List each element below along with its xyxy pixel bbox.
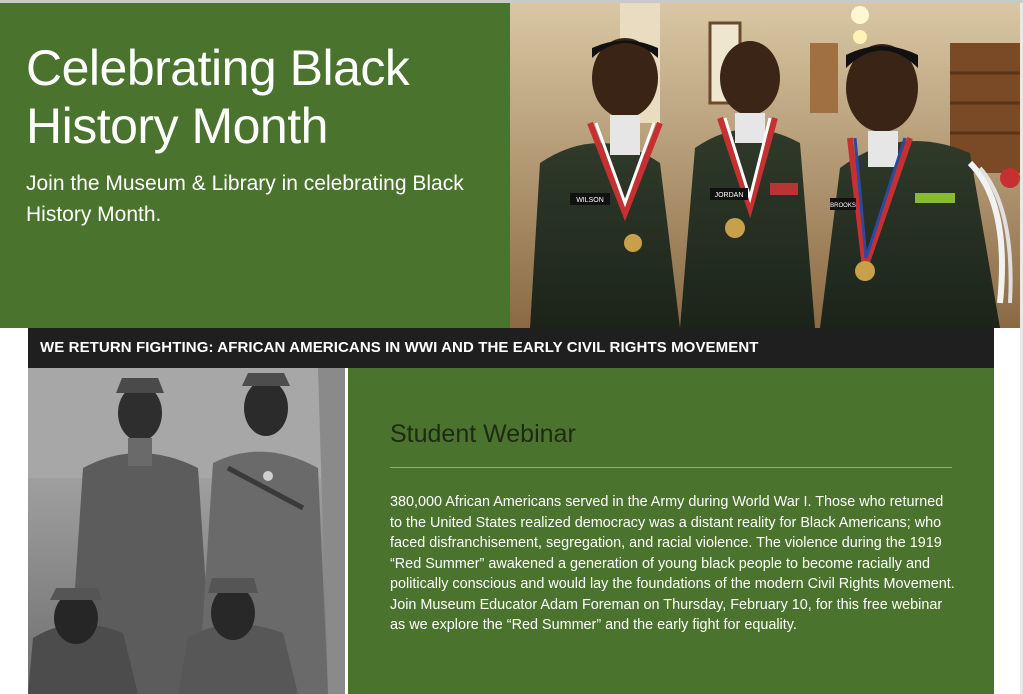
wwi-soldiers-illustration (28, 368, 345, 694)
webinar-card (348, 368, 994, 694)
card-divider (390, 467, 952, 468)
card-title: Student Webinar (390, 420, 576, 448)
hero-panel (0, 3, 510, 328)
hero-subtitle: Join the Museum & Library in celebrating Black History Month. (26, 172, 464, 226)
wwi-soldiers-photo (28, 368, 348, 694)
nametag-jordan: JORDAN (714, 192, 744, 199)
section-banner: WE RETURN FIGHTING: AFRICAN AMERICANS IN WWI AND THE EARLY CIVIL RIGHTS MOVEMENT (28, 328, 994, 368)
nametag-brooks: BROOKS (830, 203, 856, 209)
cadets-photo (510, 3, 1023, 328)
hero-title: Celebrating Black History Month (26, 40, 410, 154)
cadets-illustration (510, 3, 1023, 328)
nametag-wilson: WILSON (576, 197, 604, 204)
card-body-text: 380,000 African Americans served in the Army during World War I. Those who returned to the United States realized democracy was a distant reality for Black Americans; who faced disfranchisement, segregation, and racial violence. The violence during the 1919 “Red Summer” awakened a generation of young black people to become racially and politically conscious and would lay the foundations of the modern Civil Rights Movement. Join Museum Educator Adam Foreman on Thursday, February 10, for this free webinar as we explore the “Red Summer” and the early fight for equality. (390, 494, 955, 633)
